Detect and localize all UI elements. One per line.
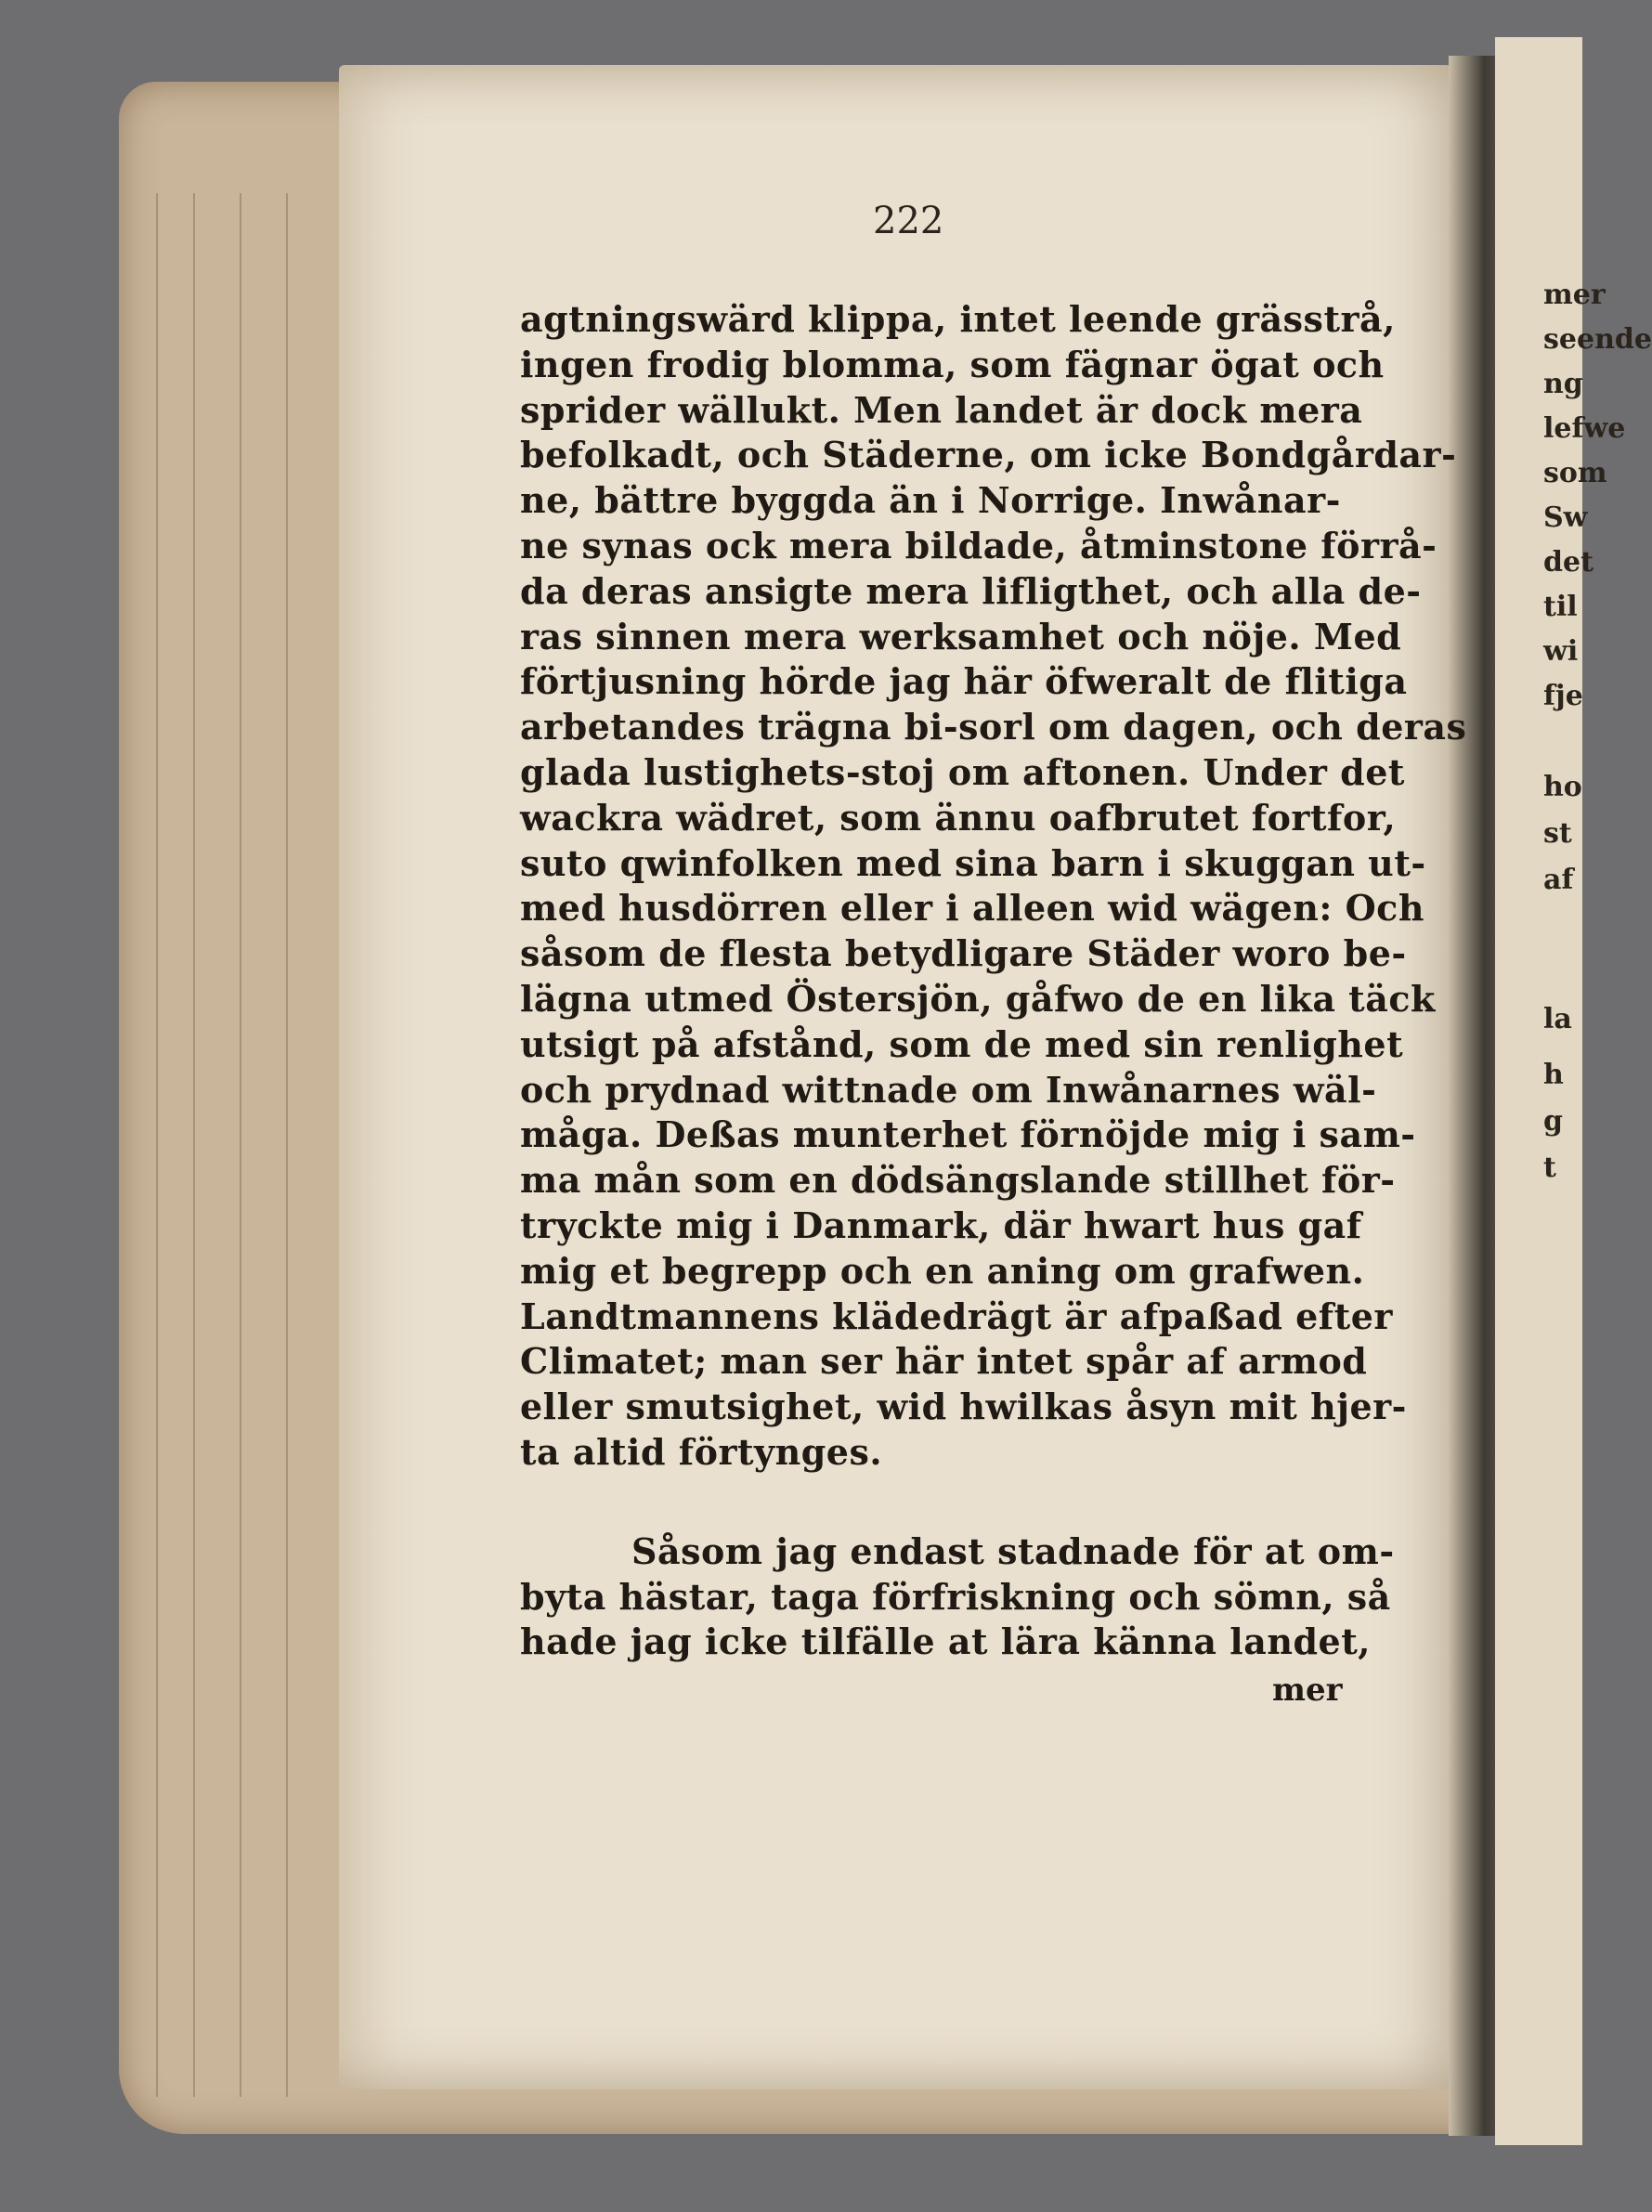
- text-line: agtningswärd klippa, intet leende grässtrå,: [520, 298, 1396, 340]
- edge-line: [240, 193, 241, 2097]
- edge-line: [286, 193, 288, 2097]
- facing-fragment: st: [1543, 817, 1572, 850]
- text-line: sprider wällukt. Men landet är dock mera: [520, 388, 1363, 431]
- text-line: wackra wädret, som ännu oafbrutet fortfor,: [520, 796, 1397, 839]
- text-line: suto qwinfolken med sina barn i skuggan ut-: [520, 841, 1426, 884]
- facing-fragment: g: [1543, 1105, 1563, 1138]
- text-line: Climatet; man ser här intet spår af armod: [520, 1340, 1368, 1383]
- text-line: såsom de flesta betydligare Städer woro be-: [520, 932, 1407, 975]
- facing-fragment: af: [1543, 864, 1574, 896]
- facing-fragment: til: [1543, 591, 1578, 623]
- text-line: ne synas ock mera bildade, åtminstone förrå-: [520, 524, 1437, 566]
- text-line: ras sinnen mera werksamhet och nöje. Med: [520, 615, 1402, 657]
- text-line: mig et begrepp och en aning om grafwen.: [520, 1249, 1365, 1292]
- facing-fragment: ng: [1543, 368, 1583, 400]
- facing-fragment: la: [1543, 1003, 1572, 1035]
- facing-fragment: som: [1543, 457, 1607, 489]
- text-line: måga. Deßas munterhet förnöjde mig i sam-: [520, 1113, 1416, 1156]
- text-line: Landtmannens klädedrägt är afpaßad efter: [520, 1295, 1393, 1337]
- edge-line: [156, 193, 158, 2097]
- text-line: byta hästar, taga förfriskning och sömn, så: [520, 1575, 1391, 1618]
- body-text: [520, 297, 1467, 1665]
- text-line: da deras ansigte mera lifligthet, och alla de-: [520, 569, 1422, 612]
- text-line: förtjusning hörde jag här öfweralt de flitiga: [520, 660, 1408, 703]
- text-line: lägna utmed Östersjön, gåfwo de en lika täck: [520, 977, 1436, 1020]
- edge-line: [193, 193, 195, 2097]
- text-line: eller smutsighet, wid hwilkas åsyn mit hjer-: [520, 1386, 1407, 1428]
- text-line: med husdörren eller i alleen wid wägen: Och: [520, 887, 1424, 930]
- facing-fragment: t: [1543, 1152, 1556, 1184]
- text-line: befolkadt, och Städerne, om icke Bondgårdar-: [520, 434, 1457, 476]
- paragraph-2: [520, 1529, 1395, 1665]
- text-line: ta altid förtynges.: [520, 1430, 883, 1473]
- text-line: ma mån som en dödsängslande stillhet för-: [520, 1159, 1396, 1202]
- text-line: ingen frodig blomma, som fägnar ögat och: [520, 343, 1385, 385]
- facing-fragment: ho: [1543, 771, 1582, 803]
- facing-fragment: seende: [1543, 323, 1652, 356]
- facing-fragment: Sw: [1543, 501, 1588, 534]
- facing-page: [1495, 37, 1652, 2145]
- facing-fragment: fje: [1543, 680, 1583, 712]
- facing-fragment: mer: [1543, 279, 1606, 311]
- paragraph-1: [520, 297, 1467, 1476]
- text-line: Såsom jag endast stadnade för at om-: [631, 1529, 1395, 1572]
- text-line: glada lustighets-stoj om aftonen. Under det: [520, 750, 1405, 793]
- text-line: ne, bättre byggda än i Norrige. Inwånar-: [520, 479, 1341, 522]
- text-line: arbetandes trägna bi-sorl om dagen, och deras: [520, 706, 1467, 748]
- facing-fragment: wi: [1543, 635, 1579, 668]
- catchword: mer: [1272, 1672, 1343, 1709]
- facing-fragment: lefwe: [1543, 412, 1626, 445]
- facing-fragment: det: [1543, 546, 1593, 579]
- text-line: utsigt på afstånd, som de med sin renlighet: [520, 1022, 1404, 1065]
- text-line: tryckte mig i Danmark, där hwart hus gaf: [520, 1204, 1362, 1246]
- text-line: och prydnad wittnade om Inwånarnes wäl-: [520, 1068, 1377, 1111]
- facing-fragment: h: [1543, 1059, 1564, 1091]
- text-line: hade jag icke tilfälle at lära känna landet,: [520, 1620, 1371, 1663]
- page-number: 222: [873, 200, 944, 242]
